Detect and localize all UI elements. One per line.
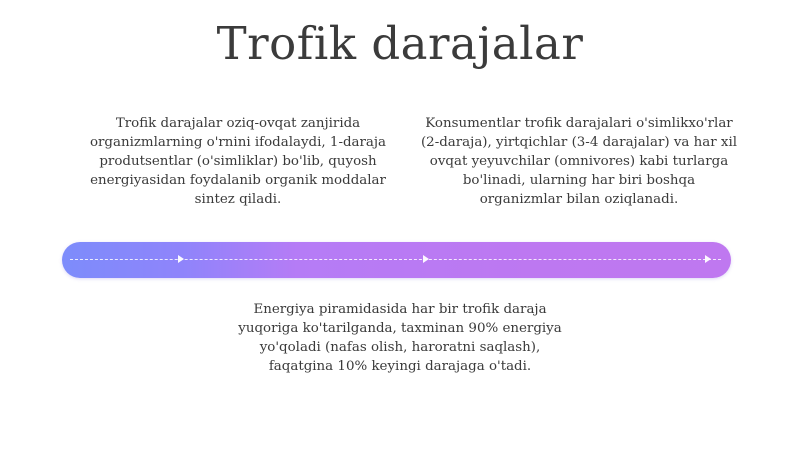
slide-title: Trofik darajalar (216, 17, 584, 70)
arrow-right-icon (705, 255, 711, 263)
timeline-bar (62, 242, 731, 278)
arrow-right-icon (178, 255, 184, 263)
paragraph-energy-pyramid: Energiya piramidasida har bir trofik daraja yuqoriga ko'tarilganda, taxminan 90% energiya yo'qoladi (nafas olish, haroratni saqlash), faqatgina 10% keyingi darajaga o'tadi. (238, 302, 562, 374)
paragraph-producers: Trofik darajalar oziq-ovqat zanjirida organizmlarning o'rnini ifodalaydi, 1-daraja produtsentlar (o'simliklar) bo'lib, quyosh energiyasidan foydalanib organik moddalar sintez qiladi. (89, 116, 387, 207)
paragraph-consumers: Konsumentlar trofik darajalari o'simlikxo'rlar (2-daraja), yirtqichlar (3-4 darajalar) va har xil ovqat yeyuvchilar (omnivores) kabi turlarga bo'linadi, ularning har biri boshqa organizmlar bilan oziqlanadi. (420, 116, 738, 207)
arrow-right-icon (423, 255, 429, 263)
timeline-dashed-line (70, 259, 721, 260)
